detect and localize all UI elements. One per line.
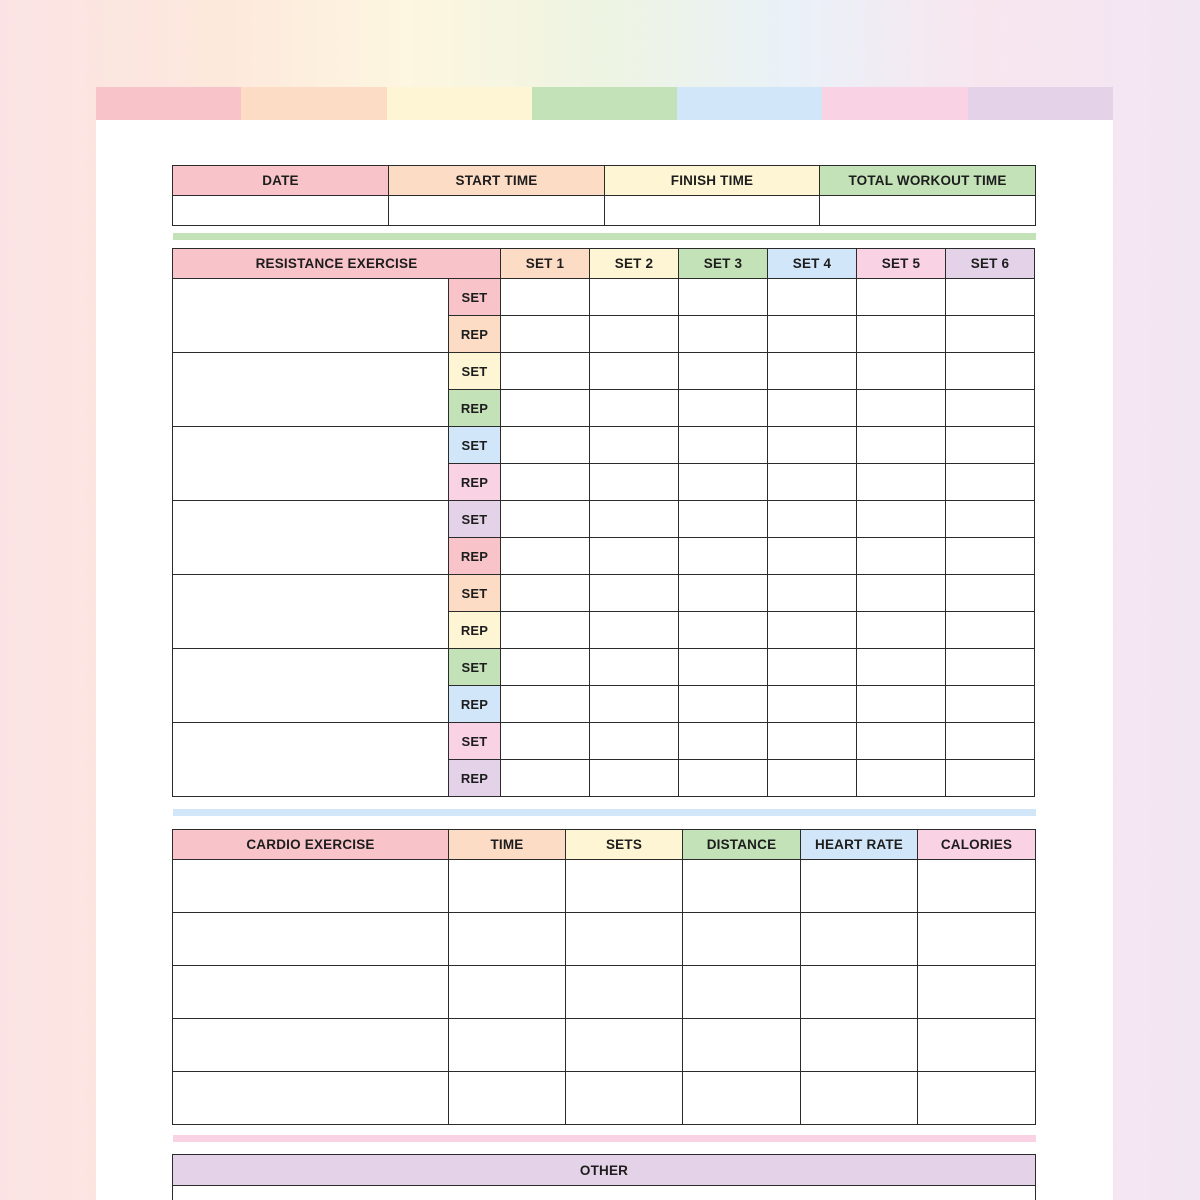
set-cell[interactable] [501,501,590,538]
rep-label: REP [449,612,501,649]
rep-cell[interactable] [857,612,946,649]
start-time-header: START TIME [389,166,605,196]
set-3-header: SET 3 [679,249,768,279]
cardio-cell[interactable] [566,860,683,913]
set-cell[interactable] [590,427,679,464]
set-cell[interactable] [857,649,946,686]
set-cell[interactable] [501,353,590,390]
set-cell[interactable] [679,279,768,316]
set-label: SET [449,279,501,316]
cardio-cell[interactable] [566,1072,683,1125]
set-cell[interactable] [501,427,590,464]
resistance-row-4-set [173,501,1035,538]
cardio-cell[interactable] [801,966,918,1019]
set-cell[interactable] [768,279,857,316]
cardio-cell[interactable] [566,913,683,966]
workout-summary-table [172,165,1036,226]
exercise-name-field[interactable] [173,575,449,649]
set-4-header: SET 4 [768,249,857,279]
rep-cell[interactable] [679,464,768,501]
date-field[interactable] [173,196,389,226]
rep-cell[interactable] [857,464,946,501]
rep-cell[interactable] [679,390,768,427]
other-notes-table [172,1154,1036,1200]
set-cell[interactable] [768,723,857,760]
rep-cell[interactable] [857,760,946,797]
resistance-row-6-set [173,649,1035,686]
rep-label: REP [449,316,501,353]
set-cell[interactable] [679,427,768,464]
rep-cell[interactable] [768,464,857,501]
rep-cell[interactable] [679,612,768,649]
rep-cell[interactable] [501,760,590,797]
workout-log-sheet [96,87,1113,1200]
rep-cell[interactable] [946,390,1035,427]
set-cell[interactable] [501,279,590,316]
resistance-row-7-set [173,723,1035,760]
set-cell[interactable] [857,427,946,464]
sets-header: SETS [566,830,683,860]
set-cell[interactable] [501,649,590,686]
cardio-cell[interactable] [918,1072,1036,1125]
rep-cell[interactable] [679,316,768,353]
set-cell[interactable] [857,501,946,538]
rep-cell[interactable] [501,612,590,649]
cardio-cell[interactable] [683,913,801,966]
rep-cell[interactable] [501,316,590,353]
set-1-header: SET 1 [501,249,590,279]
cardio-cell[interactable] [683,860,801,913]
set-cell[interactable] [857,723,946,760]
rep-cell[interactable] [768,612,857,649]
rep-cell[interactable] [679,538,768,575]
exercise-name-field[interactable] [173,427,449,501]
set-cell[interactable] [768,649,857,686]
rep-cell[interactable] [590,390,679,427]
exercise-name-field[interactable] [173,501,449,575]
cardio-cell[interactable] [566,1019,683,1072]
set-cell[interactable] [768,427,857,464]
rep-cell[interactable] [857,538,946,575]
rep-cell[interactable] [946,316,1035,353]
resistance-exercise-header: RESISTANCE EXERCISE [173,249,501,279]
set-2-header: SET 2 [590,249,679,279]
cardio-exercise-field[interactable] [173,1019,449,1072]
cardio-cell[interactable] [801,1072,918,1125]
rep-cell[interactable] [590,538,679,575]
cardio-row [173,1072,1036,1125]
rep-cell[interactable] [857,390,946,427]
set-6-header: SET 6 [946,249,1035,279]
set-cell[interactable] [590,279,679,316]
rep-label: REP [449,390,501,427]
set-cell[interactable] [946,501,1035,538]
rep-cell[interactable] [679,686,768,723]
other-header: OTHER [173,1155,1036,1186]
cardio-cell[interactable] [449,913,566,966]
rep-cell[interactable] [590,686,679,723]
set-label: SET [449,649,501,686]
date-header: DATE [173,166,389,196]
cardio-cell[interactable] [918,966,1036,1019]
resistance-exercise-table [172,248,1035,797]
rep-cell[interactable] [768,538,857,575]
cardio-exercise-header: CARDIO EXERCISE [173,830,449,860]
cardio-cell[interactable] [801,913,918,966]
rep-cell[interactable] [768,686,857,723]
set-cell[interactable] [590,575,679,612]
set-cell[interactable] [946,427,1035,464]
set-cell[interactable] [679,649,768,686]
cardio-exercise-field[interactable] [173,860,449,913]
cardio-row [173,860,1036,913]
exercise-name-field[interactable] [173,649,449,723]
section-divider-green [173,233,1036,240]
rep-cell[interactable] [679,760,768,797]
rep-cell[interactable] [501,390,590,427]
cardio-cell[interactable] [449,966,566,1019]
cardio-row [173,913,1036,966]
set-cell[interactable] [501,575,590,612]
rep-cell[interactable] [590,760,679,797]
set-label: SET [449,575,501,612]
cardio-cell[interactable] [449,1072,566,1125]
set-cell[interactable] [679,353,768,390]
set-cell[interactable] [946,723,1035,760]
exercise-name-field[interactable] [173,279,449,353]
finish-time-field[interactable] [605,196,820,226]
time-header: TIME [449,830,566,860]
cardio-cell[interactable] [683,1072,801,1125]
calories-header: CALORIES [918,830,1036,860]
total-workout-time-field[interactable] [820,196,1036,226]
set-label: SET [449,501,501,538]
cardio-cell[interactable] [918,913,1036,966]
rep-cell[interactable] [946,538,1035,575]
distance-header: DISTANCE [683,830,801,860]
cardio-row [173,966,1036,1019]
total-workout-time-header: TOTAL WORKOUT TIME [820,166,1036,196]
cardio-exercise-field[interactable] [173,913,449,966]
set-cell[interactable] [857,279,946,316]
resistance-row-2-set [173,353,1035,390]
rep-cell[interactable] [590,612,679,649]
resistance-row-3-set [173,427,1035,464]
cardio-exercise-field[interactable] [173,1072,449,1125]
rep-cell[interactable] [768,316,857,353]
cardio-cell[interactable] [801,860,918,913]
cardio-exercise-field[interactable] [173,966,449,1019]
rep-cell[interactable] [946,760,1035,797]
rep-cell[interactable] [857,686,946,723]
cardio-cell[interactable] [683,966,801,1019]
cardio-cell[interactable] [801,1019,918,1072]
set-cell[interactable] [857,353,946,390]
set-cell[interactable] [768,575,857,612]
cardio-cell[interactable] [918,860,1036,913]
rep-label: REP [449,686,501,723]
finish-time-header: FINISH TIME [605,166,820,196]
rep-cell[interactable] [768,390,857,427]
set-cell[interactable] [590,723,679,760]
heart-rate-header: HEART RATE [801,830,918,860]
cardio-cell[interactable] [449,860,566,913]
rep-cell[interactable] [501,538,590,575]
rep-cell[interactable] [501,686,590,723]
set-5-header: SET 5 [857,249,946,279]
set-cell[interactable] [946,353,1035,390]
section-divider-pink [173,1135,1036,1142]
cardio-cell[interactable] [449,1019,566,1072]
set-label: SET [449,353,501,390]
rep-label: REP [449,464,501,501]
exercise-name-field[interactable] [173,723,449,797]
other-notes-field[interactable] [173,1186,1036,1200]
set-cell[interactable] [768,501,857,538]
cardio-cell[interactable] [918,1019,1036,1072]
set-cell[interactable] [679,723,768,760]
rep-cell[interactable] [946,686,1035,723]
rep-cell[interactable] [768,760,857,797]
cardio-cell[interactable] [683,1019,801,1072]
set-cell[interactable] [590,353,679,390]
section-divider-blue [173,809,1036,816]
set-cell[interactable] [679,575,768,612]
set-label: SET [449,723,501,760]
resistance-row-1-set [173,279,1035,316]
rep-cell[interactable] [590,316,679,353]
set-cell[interactable] [946,279,1035,316]
exercise-name-field[interactable] [173,353,449,427]
set-cell[interactable] [768,353,857,390]
rep-cell[interactable] [946,612,1035,649]
set-cell[interactable] [590,649,679,686]
rep-cell[interactable] [501,464,590,501]
rep-label: REP [449,760,501,797]
set-cell[interactable] [946,575,1035,612]
start-time-field[interactable] [389,196,605,226]
set-cell[interactable] [501,723,590,760]
set-cell[interactable] [946,649,1035,686]
cardio-row [173,1019,1036,1072]
set-label: SET [449,427,501,464]
set-cell[interactable] [857,575,946,612]
rep-label: REP [449,538,501,575]
cardio-cell[interactable] [566,966,683,1019]
cardio-exercise-table [172,829,1036,1125]
resistance-row-5-set [173,575,1035,612]
rep-cell[interactable] [590,464,679,501]
set-cell[interactable] [679,501,768,538]
rep-cell[interactable] [946,464,1035,501]
rep-cell[interactable] [857,316,946,353]
set-cell[interactable] [590,501,679,538]
